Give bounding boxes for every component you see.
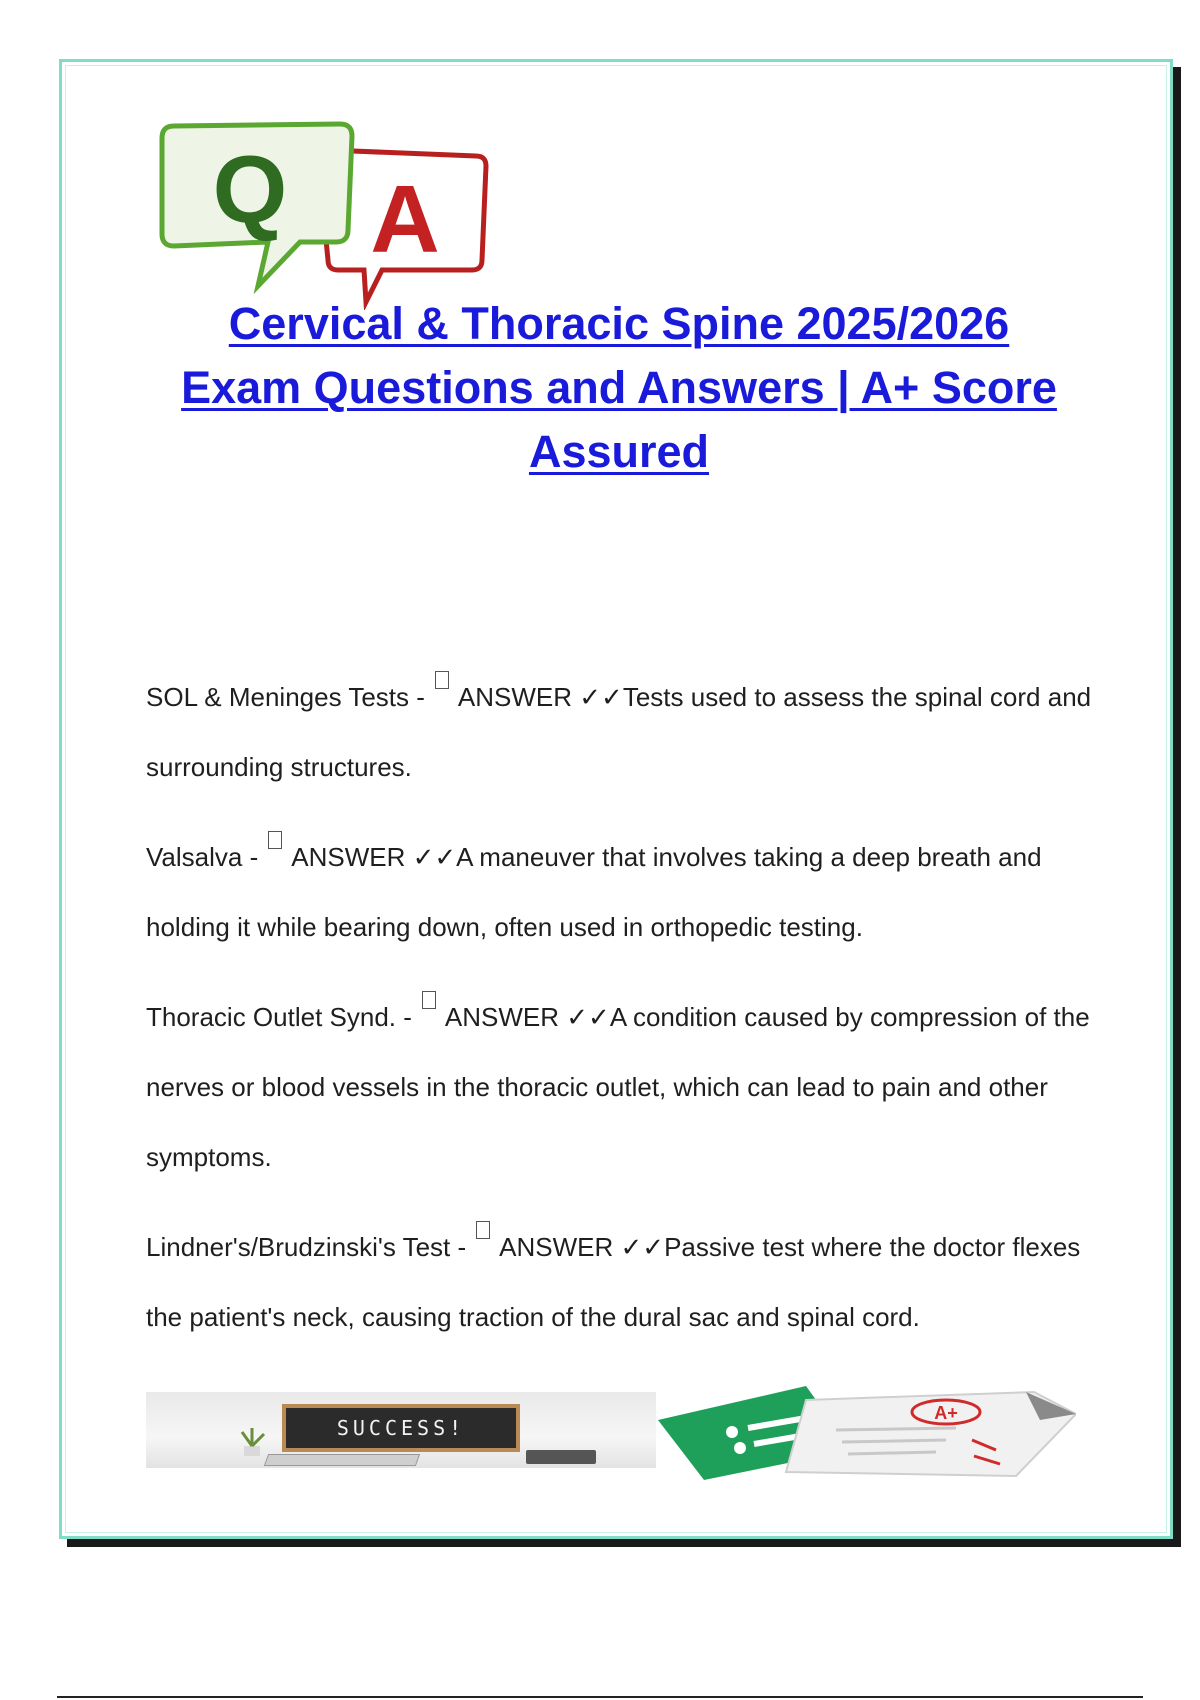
qa-list [146,662,1106,1372]
plant-icon [232,1428,272,1458]
grade-text: A+ [934,1403,958,1423]
qa-definition: Tests used to assess the spinal cord and surrounding structures. [146,682,1092,782]
qa-term: SOL & Meninges Tests - [146,682,433,712]
qa-definition: A condition caused by compression of the nerves or blood vessels in the thoracic outlet, which can lead to pain and other symptoms. [146,1002,1090,1172]
qa-entry [146,662,1106,802]
page-frame [59,59,1173,1539]
qa-term: Valsalva - [146,842,266,872]
qa-definition: Passive test where the doctor flexes the patient's neck, causing traction of the dural sac and spinal cord. [146,1232,1081,1332]
qa-entry [146,982,1106,1192]
calculator-icon [526,1450,596,1464]
title-line-3: Assured [528,426,710,477]
title-line-2: Exam Questions and Answers | A+ Score [181,362,1057,413]
bottom-rule [57,1696,1143,1698]
qa-term: Thoracic Outlet Synd. - [146,1002,420,1032]
missing-glyph-icon [422,991,436,1009]
paper-icon [786,1392,1076,1476]
success-board: SUCCESS! [282,1404,520,1452]
missing-glyph-icon [476,1221,490,1239]
qa-entry [146,1212,1106,1352]
keyboard-icon [264,1454,420,1466]
qa-term: Lindner's/Brudzinski's Test - [146,1232,474,1262]
answer-label: ANSWER ✓✓ [285,842,457,872]
qa-definition: A maneuver that involves taking a deep breath and holding it while bearing down, often used in orthopedic testing. [146,842,1042,942]
q-bubble-icon [162,124,352,286]
qa-logo [150,90,490,310]
a-letter: A [370,166,440,273]
qa-entry [146,822,1106,962]
graded-paper-image [656,1380,1076,1480]
missing-glyph-icon [435,671,449,689]
q-letter: Q [212,136,288,243]
answer-label: ANSWER ✓✓ [452,682,623,712]
title-line-1: Cervical & Thoracic Spine 2025/2026 [228,298,1010,349]
answer-label: ANSWER ✓✓ [493,1232,665,1262]
success-banner-image [146,1392,656,1468]
answer-label: ANSWER ✓✓ [439,1002,610,1032]
document-title [122,292,1116,484]
missing-glyph-icon [268,831,282,849]
